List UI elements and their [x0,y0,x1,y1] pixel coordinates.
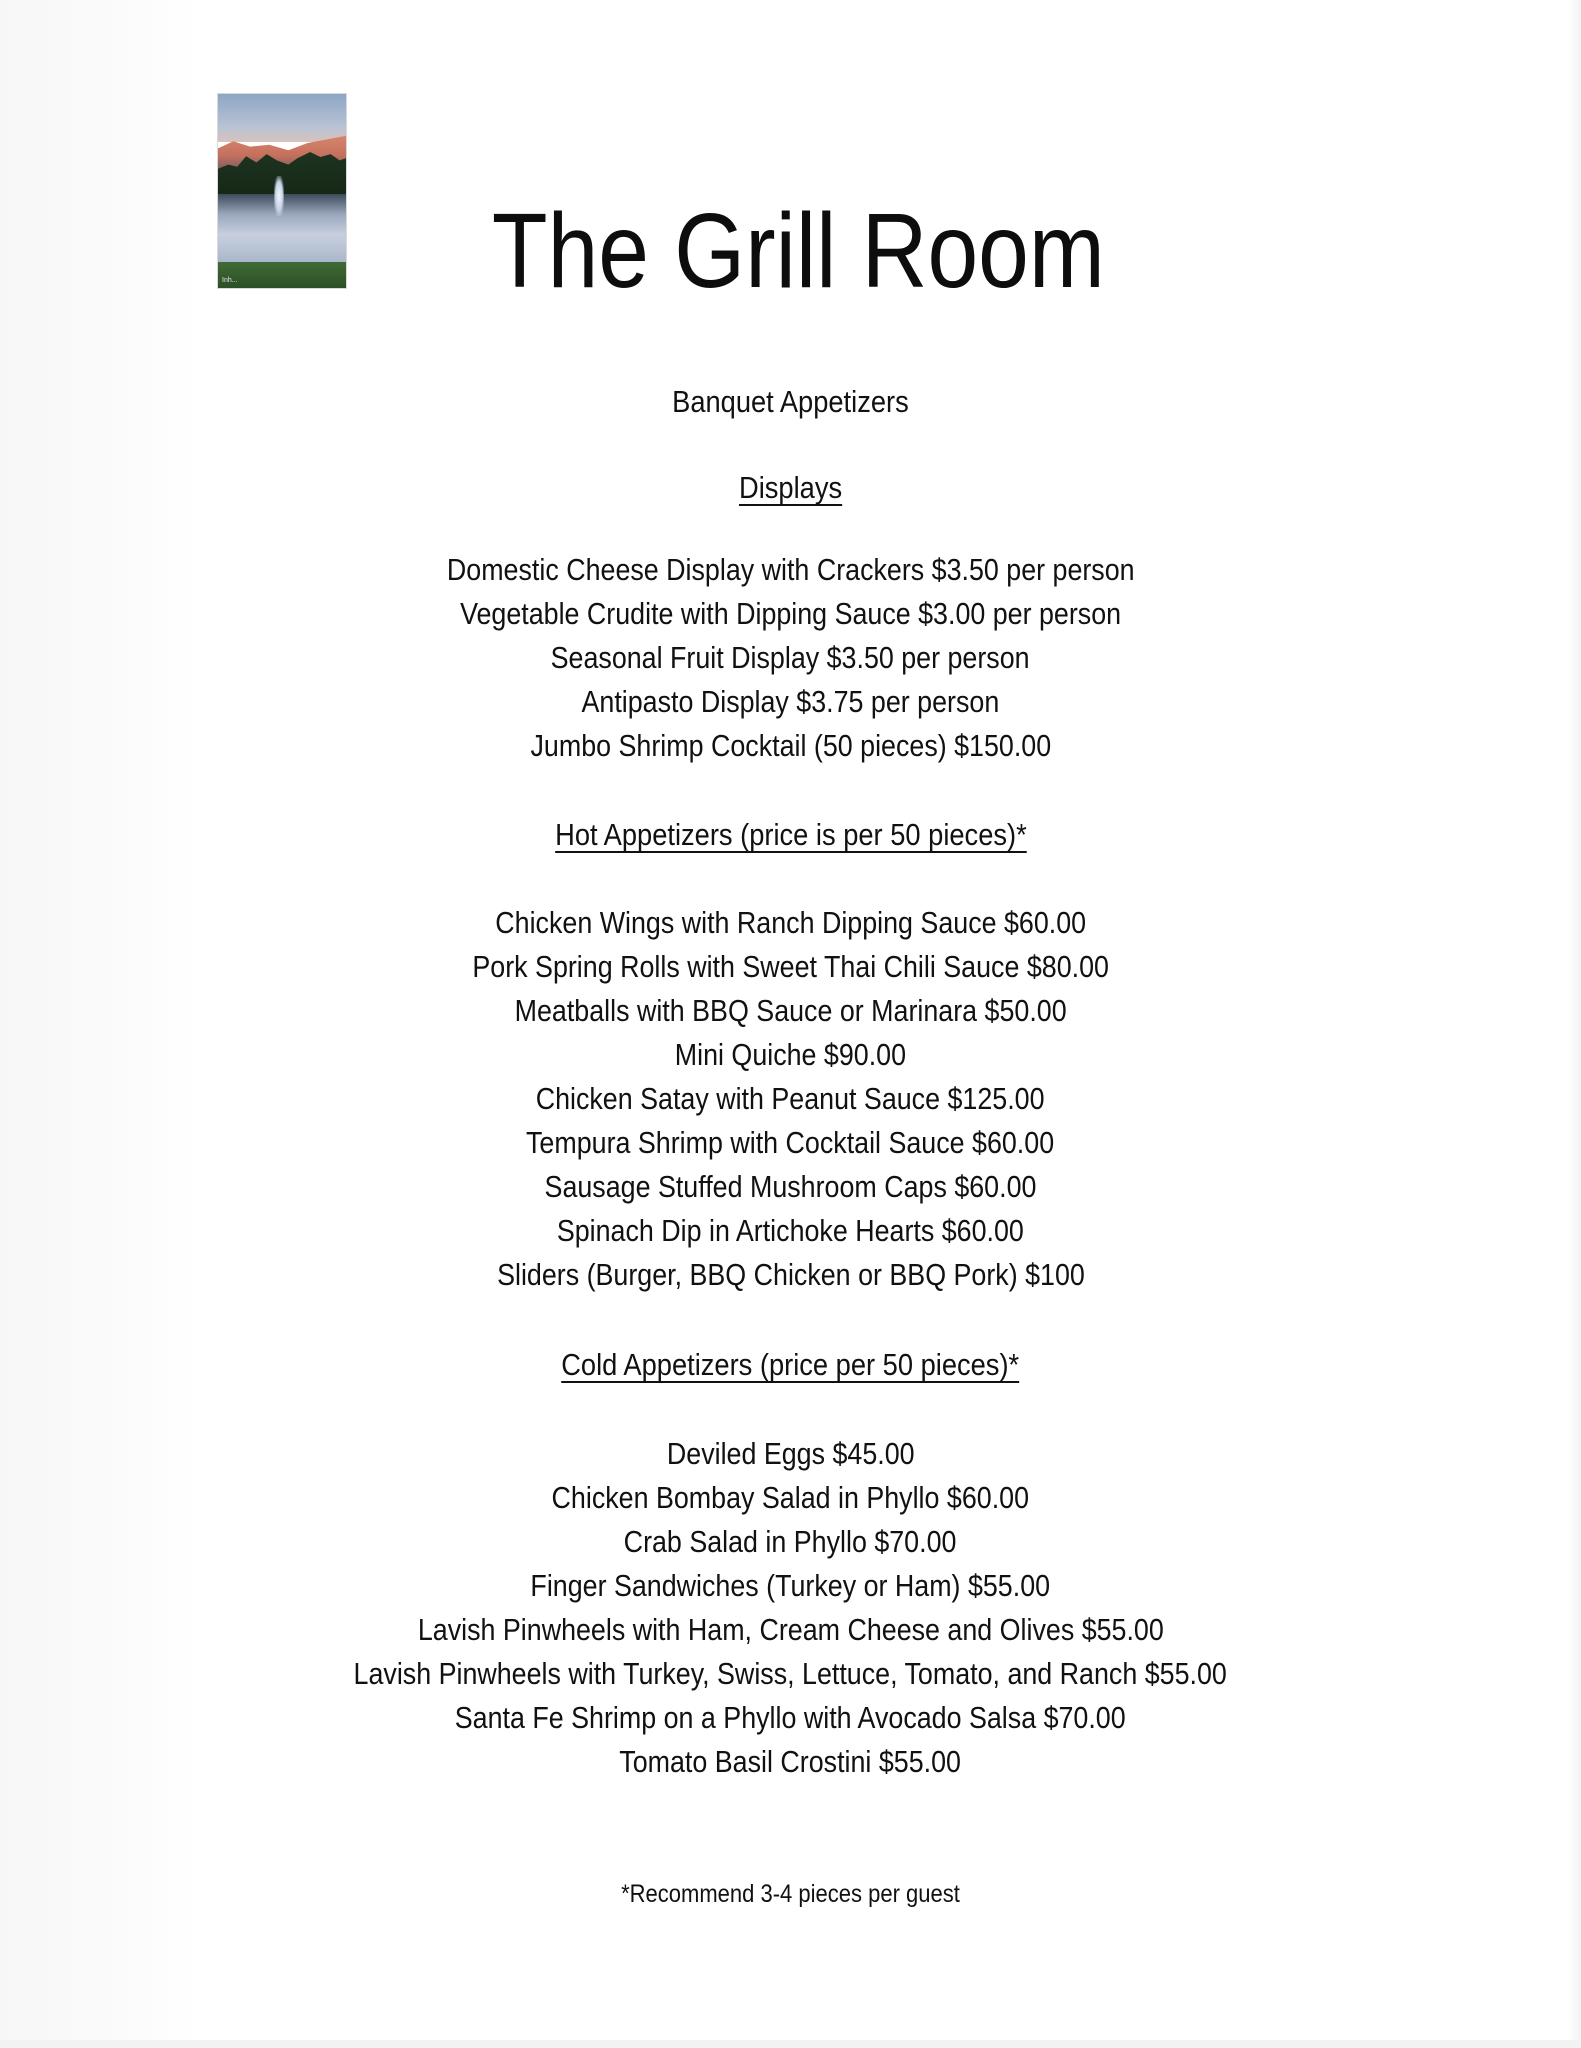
menu-item: Antipasto Display $3.75 per person [581,685,1000,719]
footnote: *Recommend 3-4 pieces per guest [621,1880,960,1908]
menu-item: Tempura Shrimp with Cocktail Sauce $60.00 [526,1126,1055,1160]
menu-item: Chicken Wings with Ranch Dipping Sauce $60.00 [495,906,1086,940]
menu-item: Meatballs with BBQ Sauce or Marinara $50.00 [514,994,1067,1028]
menu-item: Chicken Bombay Salad in Phyllo $60.00 [551,1481,1030,1515]
menu-item: Vegetable Crudite with Dipping Sauce $3.00 per person [459,597,1121,631]
menu-item: Jumbo Shrimp Cocktail (50 pieces) $150.00 [530,729,1051,763]
photo-sky [218,94,346,142]
menu-item: Lavish Pinwheels with Ham, Cream Cheese and Olives $55.00 [417,1613,1164,1647]
photo-watermark: Inh... [222,277,238,284]
menu-item: Finger Sandwiches (Turkey or Ham) $55.00 [530,1569,1051,1603]
menu-item: Spinach Dip in Artichoke Hearts $60.00 [556,1214,1024,1248]
restaurant-name-heading [0,186,1581,316]
menu-item: Lavish Pinwheels with Turkey, Swiss, Lettuce, Tomato, and Ranch $55.00 [353,1657,1228,1691]
menu-item: Sliders (Burger, BBQ Chicken or BBQ Pork) $100 [496,1258,1085,1292]
menu-item: Santa Fe Shrimp on a Phyllo with Avocado Salsa $70.00 [455,1701,1126,1735]
menu-item: Chicken Satay with Peanut Sauce $125.00 [536,1082,1045,1116]
menu-title: Banquet Appetizers [672,384,909,419]
menu-item: Deviled Eggs $45.00 [666,1437,915,1471]
menu-item: Domestic Cheese Display with Crackers $3.50 per person [446,553,1135,587]
section-heading-cold-appetizers: Cold Appetizers (price per 50 pieces)* [561,1347,1020,1382]
menu-item: Tomato Basil Crostini $55.00 [619,1745,962,1779]
scan-edge-bottom [0,2040,1581,2048]
menu-item: Seasonal Fruit Display $3.50 per person [551,641,1030,675]
menu-item: Sausage Stuffed Mushroom Caps $60.00 [544,1170,1037,1204]
section-heading-displays: Displays [738,470,843,505]
menu-item: Mini Quiche $90.00 [674,1038,907,1072]
menu-item: Crab Salad in Phyllo $70.00 [624,1525,957,1559]
menu-item: Pork Spring Rolls with Sweet Thai Chili Sauce $80.00 [472,950,1109,984]
section-heading-hot-appetizers: Hot Appetizers (price is per 50 pieces)* [554,817,1027,852]
restaurant-name: The Grill Room [492,192,1105,310]
